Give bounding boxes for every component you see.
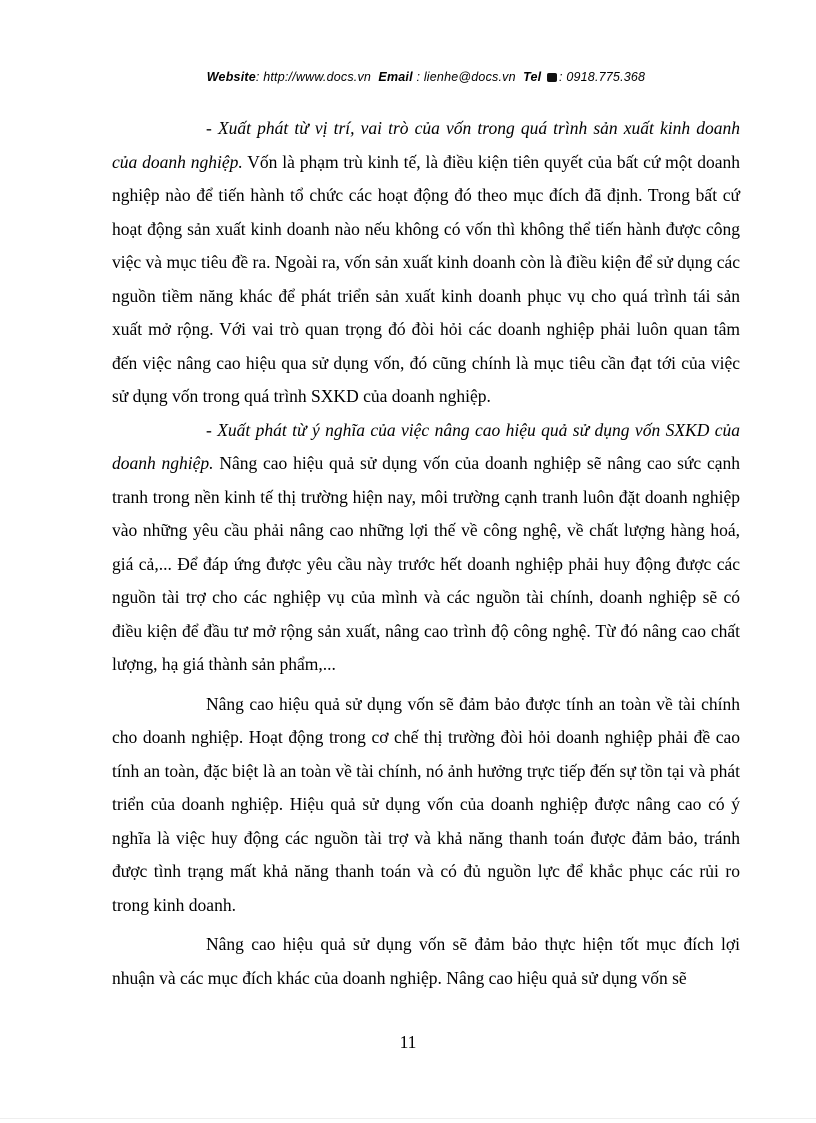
document-body (112, 112, 740, 995)
email-label: Email (378, 70, 413, 84)
page-bottom-divider (0, 1118, 816, 1119)
website-label: Website (206, 70, 256, 84)
page-number: 11 (399, 1032, 417, 1052)
paragraph-4: Nâng cao hiệu quả sử dụng vốn sẽ đảm bảo thực hiện tốt mục đích lợi nhuận và các mục đích khác của doanh nghiệp. Nâng cao hiệu quả sử dụng vốn sẽ (112, 934, 740, 988)
paragraph-3: Nâng cao hiệu quả sử dụng vốn sẽ đảm bảo được tính an toàn về tài chính cho doanh nghiệp. Hoạt động trong cơ chế thị trường đòi hỏi doanh nghiệp phải đề cao tính an toàn, đặc biệt là an toàn về tài chính, nó ảnh hưởng trực tiếp đến sự tồn tại và phát triển của doanh nghiệp. Hiệu quả sử dụng vốn của doanh nghiệp được nâng cao có ý nghĩa là việc huy động các nguồn tài trợ và khả năng thanh toán được đảm bảo, tránh được tình trạng mất khả năng thanh toán và có đủ nguồn lực để khắc phục các rủi ro trong kinh doanh. (112, 693, 740, 915)
email-value[interactable]: : lienhe@docs.vn (416, 70, 516, 84)
tel-label: Tel (523, 70, 542, 84)
paragraph-2-text: Nâng cao hiệu quả sử dụng vốn của doanh nghiệp sẽ nâng cao sức cạnh tranh trong nền kinh tế thị trường hiện nay, môi trường cạnh tranh luôn đặt doanh nghiệp vào những yêu cầu phải nâng cao những lợi thế về công nghệ, về chất lượng hàng hoá, giá cả,... Để đáp ứng được yêu cầu này trước hết doanh nghiệp phải huy động được các nguồn tài trợ cho các nghiệp vụ của mình và các nguồn tài chính, doanh nghiệp sẽ có điều kiện để đầu tư mở rộng sản xuất, nâng cao trình độ công nghệ. Từ đó nâng cao chất lượng, hạ giá thành sản phẩm,... (112, 453, 740, 674)
page-header (112, 70, 740, 84)
paragraph-2-lead: - Xuất phát từ ý nghĩa của việc nâng cao hiệu quả sử dụng vốn SXKD của doanh nghiệp. (112, 419, 740, 473)
website-value[interactable]: : http://www.docs.vn (255, 70, 372, 84)
telephone-icon (547, 73, 557, 82)
paragraph-1-lead: - Xuất phát từ vị trí, vai trò của vốn trong quá trình sản xuất kinh doanh của doanh nghiệp. (112, 118, 740, 172)
paragraph-1 (112, 112, 740, 414)
paragraph-1-text: Vốn là phạm trù kinh tế, là điều kiện tiên quyết của bất cứ một doanh nghiệp nào để tiến hành tổ chức các hoạt động đó theo mục đích đã định. Trong bất cứ hoạt động sản xuất kinh doanh nào nếu không có vốn thì không thể tiến hành được công việc và mục tiêu đề ra. Ngoài ra, vốn sản xuất kinh doanh còn là điều kiện để sử dụng các nguồn tiềm năng khác để phát triển sản xuất kinh doanh phục vụ cho quá trình tái sản xuất mở rộng. Với vai trò quan trọng đó đòi hỏi các doanh nghiệp phải luôn quan tâm đến việc nâng cao hiệu qua sử dụng vốn, đó cũng chính là mục tiêu cần đạt tới của việc sử dụng vốn trong quá trình SXKD của doanh nghiệp. (112, 151, 740, 406)
paragraph-2 (112, 414, 740, 682)
tel-value: : 0918.775.368 (559, 70, 646, 84)
